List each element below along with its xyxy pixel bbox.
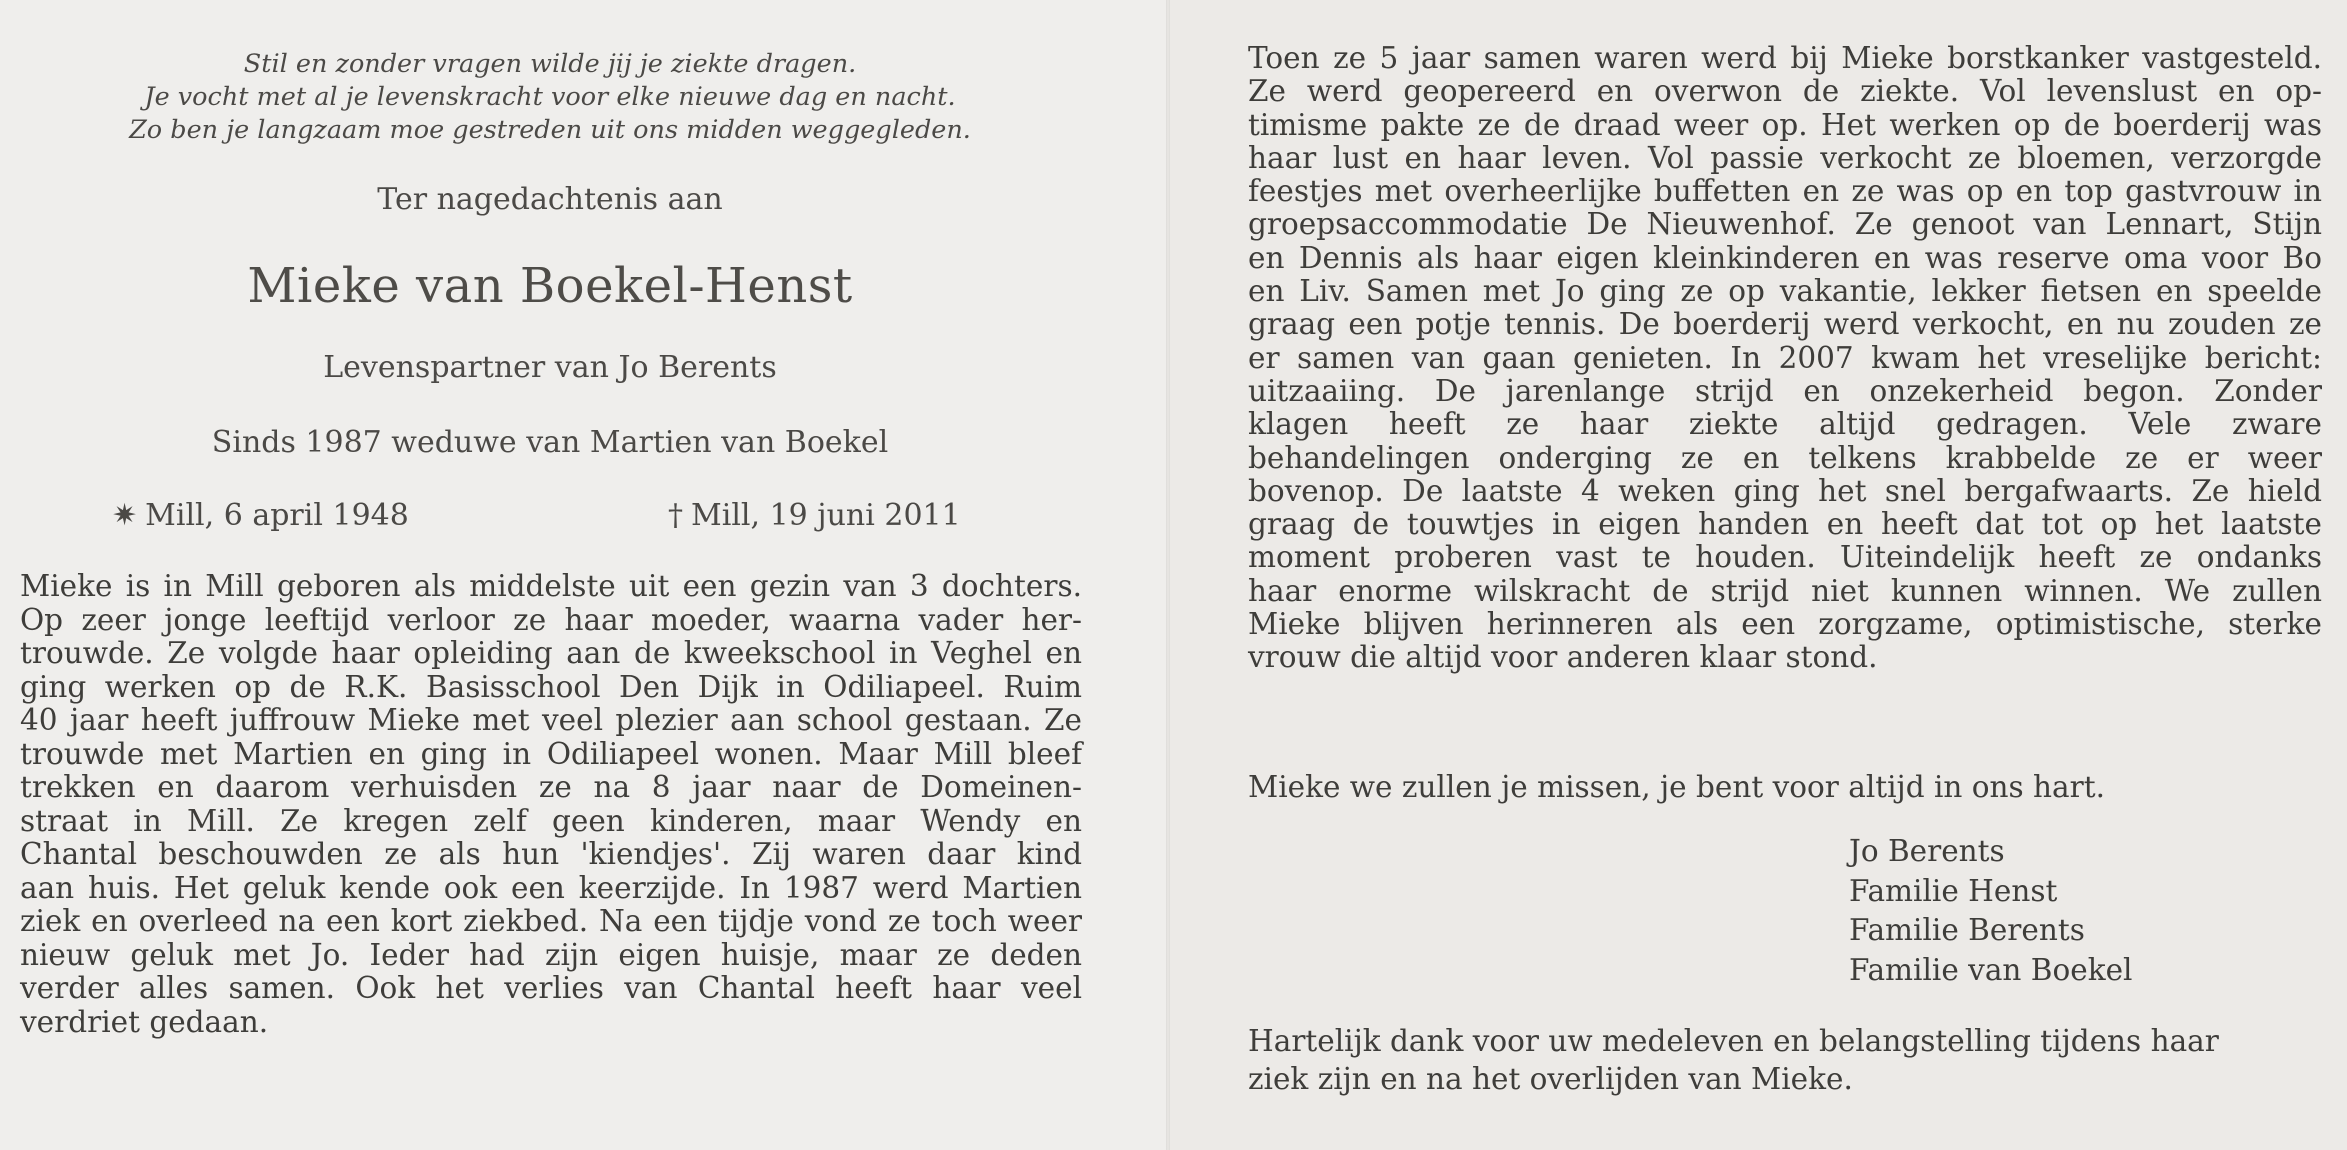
thanks-text <box>1248 1022 2308 1098</box>
bio-line: ging werken op de R.K. Basisschool Den Dijk in Odiliapeel. Ruim <box>20 669 1082 704</box>
death-text: Mill, 19 juni 2011 <box>691 498 961 533</box>
poem-line: Stil en zonder vragen wilde jij je ziekte dragen. <box>243 49 857 79</box>
story-line: groepsaccommodatie De Nieuwenhof. Ze genoot van Lennart, Stijn <box>1248 207 2322 242</box>
signer: Familie Henst <box>1849 873 2058 908</box>
deceased-name: Mieke van Boekel-Henst <box>247 258 853 314</box>
story-line: en Dennis als haar eigen kleinkinderen en was reserve oma voor Bo <box>1248 240 2322 275</box>
story-line: graag de touwtjes in eigen handen en heeft dat tot op het laatste <box>1248 507 2322 542</box>
bio-line: 40 jaar heeft juffrouw Mieke met veel plezier aan school gestaan. Ze <box>20 703 1082 737</box>
story-line: feestjes met overheerlijke buffetten en ze was op en top gastvrouw in <box>1248 174 2322 209</box>
bio-line: Op zeer jonge leeftijd verloor ze haar moeder, waarna vader her- <box>20 602 1082 637</box>
signer: Familie Berents <box>1849 913 2085 947</box>
death-date <box>668 498 961 533</box>
partner-line: Levenspartner van Jo Berents <box>323 350 777 385</box>
story-line: graag een potje tennis. De boerderij werd verkocht, en nu zouden ze <box>1248 307 2322 342</box>
poem <box>60 48 1040 147</box>
story-line: klagen heeft ze haar ziekte altijd gedragen. Vele zware <box>1248 407 2322 442</box>
bio-line: verder alles samen. Ook het verlies van Chantal heeft haar veel <box>20 971 1082 1005</box>
closing-line: Mieke we zullen je missen, je bent voor altijd in ons hart. <box>1248 770 2105 804</box>
poem-line: Zo ben je langzaam moe gestreden uit ons midden weggegleden. <box>129 115 971 145</box>
story-line: bovenop. De laatste 4 weken ging het snel bergafwaarts. Ze hield <box>1248 473 2322 508</box>
signer: Jo Berents <box>1849 834 2005 868</box>
thanks-line: ziek zijn en na het overlijden van Mieke. <box>1248 1062 1853 1096</box>
signers-list <box>1849 832 2132 990</box>
story-line: moment proberen vast te houden. Uiteindelijk heeft ze ondanks <box>1248 540 2322 575</box>
story-line: en Liv. Samen met Jo ging ze op vakantie, lekker fietsen en speelde <box>1248 274 2322 309</box>
story-line: Ze werd geopereerd en overwon de ziekte. Vol levenslust en op- <box>1248 74 2322 109</box>
bio-line: Chantal beschouwden ze als hun 'kiendjes'. Zij waren daar kind <box>20 837 1082 871</box>
bio-line: straat in Mill. Ze kregen zelf geen kinderen, maar Wendy en <box>20 803 1082 838</box>
story-text <box>1248 42 2322 675</box>
story-line: vrouw die altijd voor anderen klaar stond. <box>1248 640 1878 675</box>
bio-line: Mieke is in Mill geboren als middelste uit een gezin van 3 dochters. <box>20 569 1082 603</box>
birth-date <box>112 498 409 533</box>
bio-line: verdriet gedaan. <box>20 1004 269 1039</box>
bio-line: trekken en daarom verhuisden ze na 8 jaar naar de Domeinen- <box>20 770 1082 804</box>
story-line: timisme pakte ze de draad weer op. Het werken op de boerderij was <box>1248 107 2322 142</box>
bio-line: aan huis. Het geluk kende ook een keerzijde. In 1987 werd Martien <box>20 870 1082 905</box>
story-line: haar enorme wilskracht de strijd niet kunnen winnen. We zullen <box>1248 573 2322 608</box>
birth-text: Mill, 6 april 1948 <box>145 498 409 533</box>
poem-line: Je vocht met al je levenskracht voor elke nieuwe dag en nacht. <box>144 82 956 112</box>
story-line: uitzaaiing. De jarenlange strijd en onzekerheid begon. Zonder <box>1248 373 2322 408</box>
birth-star-icon: ✷ <box>112 498 138 533</box>
story-line: Mieke blijven herinneren als een zorgzame, optimistische, sterke <box>1248 607 2322 642</box>
story-line: er samen van gaan genieten. In 2007 kwam het vreselijke bericht: <box>1248 340 2322 375</box>
bio-line: ziek en overleed na een kort ziekbed. Na een tijdje vond ze toch weer <box>20 904 1082 938</box>
story-line: behandelingen onderging ze en telkens krabbelde ze er weer <box>1248 440 2322 475</box>
widow-line: Sinds 1987 weduwe van Martien van Boekel <box>211 425 889 460</box>
bio-line: nieuw geluk met Jo. Ieder had zijn eigen huisje, maar ze deden <box>20 937 1082 972</box>
signer: Familie van Boekel <box>1849 952 2133 987</box>
memorial-intro: Ter nagedachtenis aan <box>377 182 723 217</box>
bio-line: trouwde met Martien en ging in Odiliapeel wonen. Maar Mill bleef <box>20 736 1082 771</box>
story-line: haar lust en haar leven. Vol passie verkocht ze bloemen, verzorgde <box>1248 140 2322 175</box>
story-line: Toen ze 5 jaar samen waren werd bij Mieke borstkanker vastgesteld. <box>1248 41 2322 75</box>
death-cross-icon: † <box>668 498 683 533</box>
bio-line: trouwde. Ze volgde haar opleiding aan de kweekschool in Veghel en <box>20 636 1082 670</box>
thanks-line: Hartelijk dank voor uw medeleven en belangstelling tijdens haar <box>1248 1024 2219 1058</box>
biography-text <box>20 570 1082 1039</box>
